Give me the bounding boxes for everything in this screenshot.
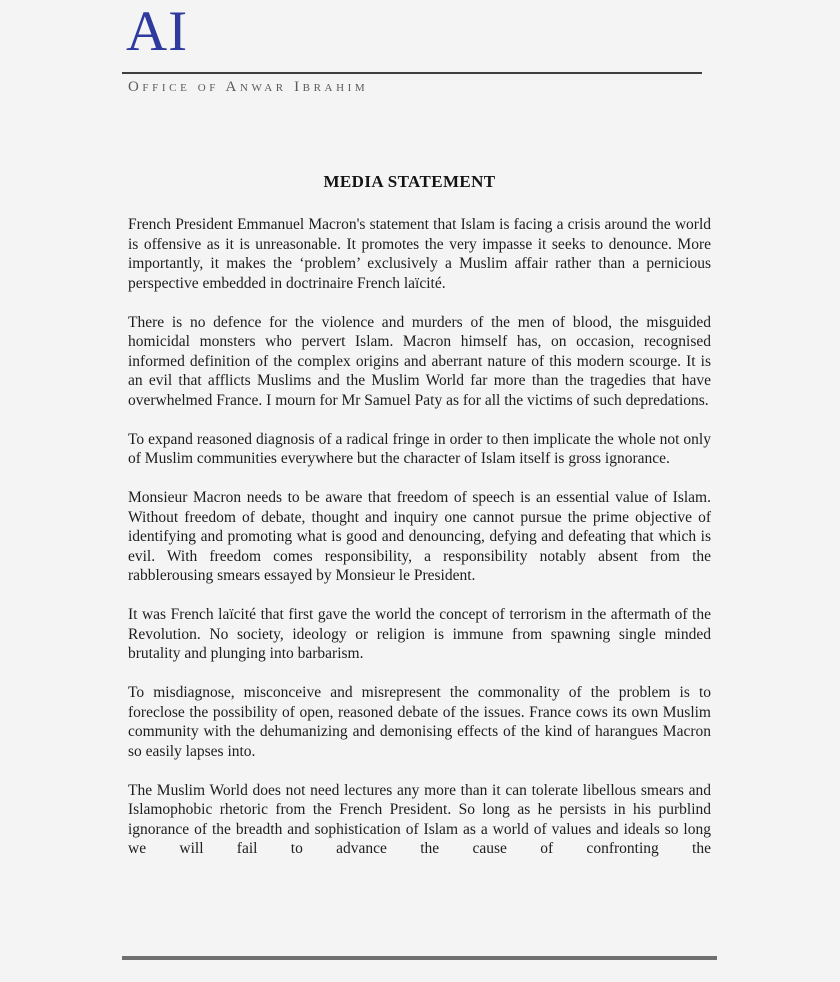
document-body — [128, 215, 711, 878]
paragraph: The Muslim World does not need lectures any more than it can tolerate libellous smears and Islamophobic rhetoric from the French President. So long as he persists in his purblind ignorance of the breadth and sophistication of Islam as a world of values and ideals so long we will fail to advance the cause of confronting the — [128, 781, 711, 857]
paragraph: To expand reasoned diagnosis of a radical fringe in order to then implicate the whole not only of Muslim communities everywhere but the character of Islam itself is gross ignorance. — [128, 430, 711, 467]
paragraph: It was French laïcité that first gave the world the concept of terrorism in the aftermath of the Revolution. No society, ideology or religion is immune from spawning single minded brutality and plunging into barbarism. — [128, 606, 711, 662]
header-divider — [122, 72, 702, 74]
paragraph: French President Emmanuel Macron's statement that Islam is facing a crisis around the world is offensive as it is unreasonable. It promotes the very impasse it seeks to denounce. More importantly, it makes the ‘problem’ exclusively a Muslim affair rather than a pernicious perspective embedded in doctrinaire French laïcité. — [128, 216, 711, 292]
org-logo: AI — [126, 0, 189, 63]
paragraph: Monsieur Macron needs to be aware that freedom of speech is an essential value of Islam. Without freedom of debate, thought and inquiry one cannot pursue the prime objective of identifying and promoting what is good and denouncing, defying and defeating that which is evil. With freedom comes responsibility, a responsibility notably absent from the rabblerousing smears essayed by Monsieur le President. — [128, 489, 711, 584]
paragraph: There is no defence for the violence and murders of the men of blood, the misguided homicidal monsters who pervert Islam. Macron himself has, on occasion, recognised informed definition of the complex origins and aberrant nature of this modern scourge. It is an evil that afflicts Muslims and the Muslim World far more than the tragedies that have overwhelmed France. I mourn for Mr Samuel Paty as for all the victims of such depredations. — [128, 313, 711, 409]
org-name: Office of Anwar Ibrahim — [128, 79, 369, 95]
footer-divider — [122, 956, 717, 960]
page-title: MEDIA STATEMENT — [323, 172, 496, 191]
paragraph: To misdiagnose, misconceive and misrepresent the commonality of the problem is to foreclose the possibility of open, reasoned debate of the issues. France cows its own Muslim community with the dehumanizing and demonising effects of the kind of harangues Macron so easily lapses into. — [128, 684, 711, 760]
